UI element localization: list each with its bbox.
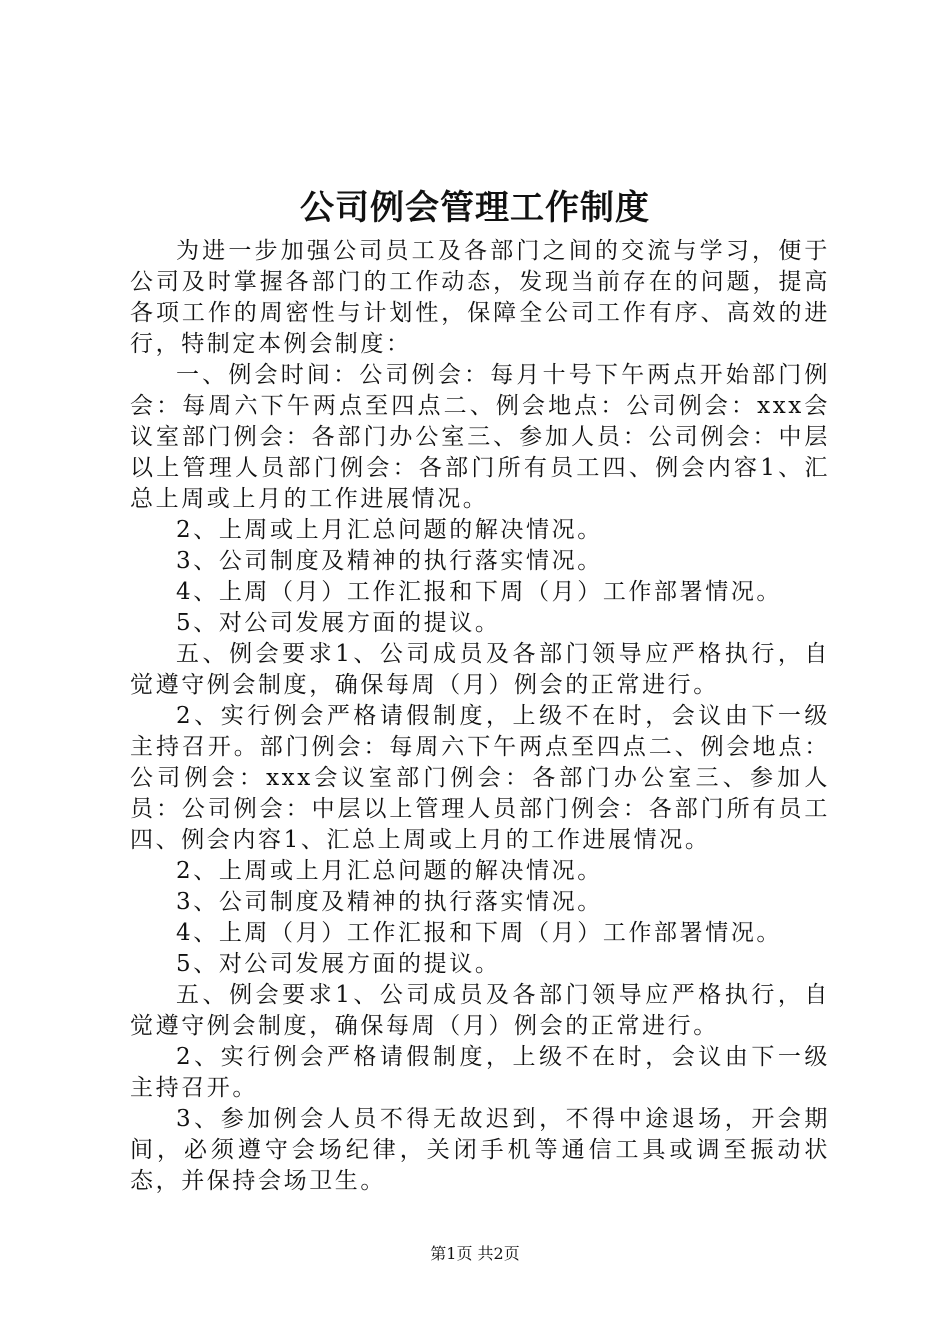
paragraph-requirement-2: 2、实行例会严格请假制度，上级不在时，会议由下一级主持召开。 bbox=[130, 1044, 830, 1101]
paragraph-intro: 为进一步加强公司员工及各部门之间的交流与学习，便于公司及时掌握各部门的工作动态，发现当前存在的问题，提高各项工作的周密性与计划性，保障全公司工作有序、高效的进行，特制定本例会制度： bbox=[130, 238, 830, 357]
paragraph-item-3-repeat: 3、公司制度及精神的执行落实情况。 bbox=[176, 889, 603, 915]
document-title: 公司例会管理工作制度 bbox=[300, 188, 650, 228]
page-footer: 第1页 共2页 bbox=[430, 1244, 520, 1263]
paragraph-requirements-repeat: 五、例会要求1、公司成员及各部门领导应严格执行，自觉遵守例会制度，确保每周（月）例会的正常进行。 bbox=[130, 982, 830, 1039]
paragraph-item-5-repeat: 5、对公司发展方面的提议。 bbox=[176, 951, 501, 977]
paragraph-item-4: 4、上周（月）工作汇报和下周（月）工作部署情况。 bbox=[176, 579, 783, 605]
paragraph-item-2: 2、上周或上月汇总问题的解决情况。 bbox=[176, 517, 603, 543]
paragraph-requirement-2-extended: 2、实行例会严格请假制度，上级不在时，会议由下一级主持召开。部门例会：每周六下午两点至四点二、例会地点：公司例会：xxx会议室部门例会：各部门办公室三、参加人员：公司例会：中层以上管理人员部门例会：各部门所有员工四、例会内容1、汇总上周或上月的工作进展情况。 bbox=[130, 703, 830, 853]
paragraph-section-1: 一、例会时间：公司例会：每月十号下午两点开始部门例会：每周六下午两点至四点二、例会地点：公司例会：xxx会议室部门例会：各部门办公室三、参加人员：公司例会：中层以上管理人员部门例会：各部门所有员工四、例会内容1、汇总上周或上月的工作进展情况。 bbox=[130, 362, 830, 512]
paragraph-item-5: 5、对公司发展方面的提议。 bbox=[176, 610, 501, 636]
paragraph-requirements: 五、例会要求1、公司成员及各部门领导应严格执行，自觉遵守例会制度，确保每周（月）例会的正常进行。 bbox=[130, 641, 830, 698]
paragraph-requirement-3: 3、参加例会人员不得无故迟到，不得中途退场，开会期间，必须遵守会场纪律，关闭手机等通信工具或调至振动状态，并保持会场卫生。 bbox=[130, 1106, 830, 1194]
paragraph-item-3: 3、公司制度及精神的执行落实情况。 bbox=[176, 548, 603, 574]
paragraph-item-2-repeat: 2、上周或上月汇总问题的解决情况。 bbox=[176, 858, 603, 884]
paragraph-item-4-repeat: 4、上周（月）工作汇报和下周（月）工作部署情况。 bbox=[176, 920, 783, 946]
document-body bbox=[130, 236, 830, 1197]
